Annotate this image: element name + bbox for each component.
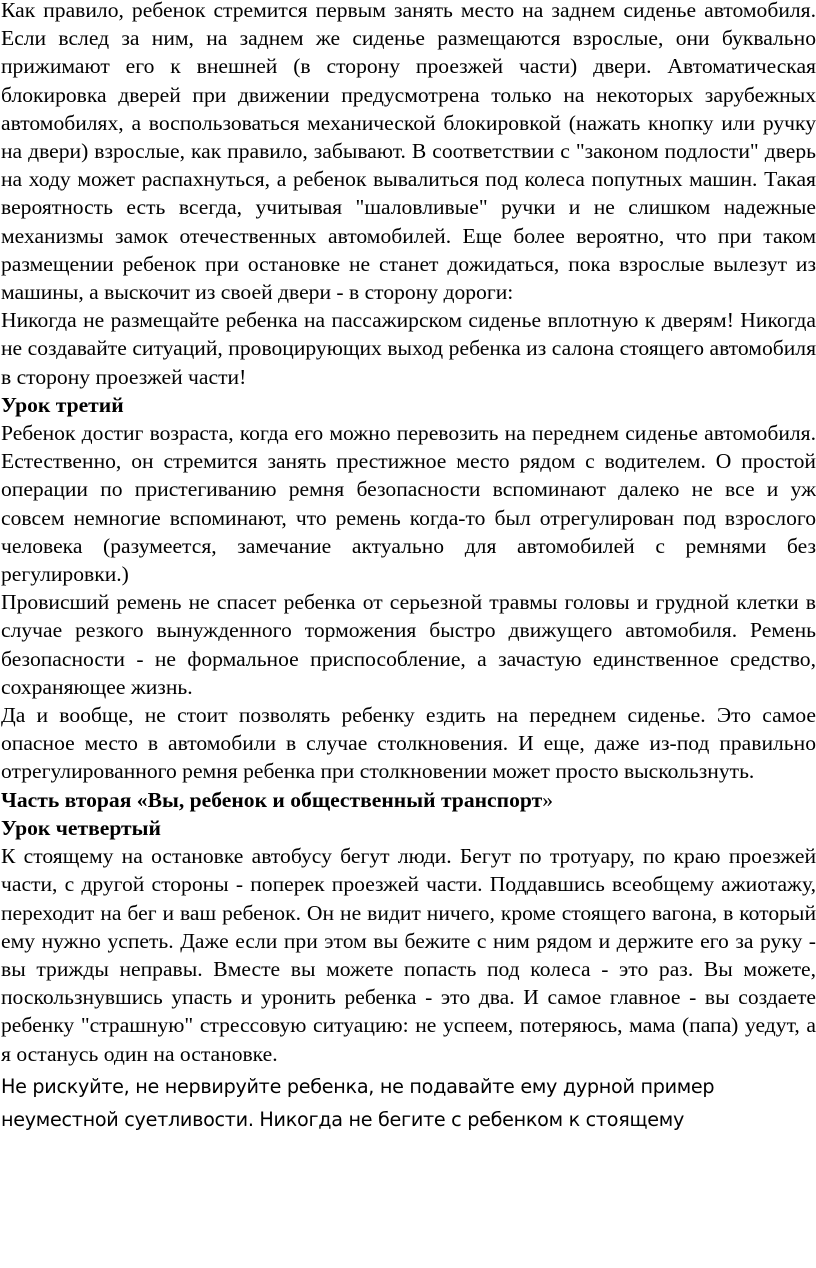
heading-part-two-closing-quote: »	[542, 787, 554, 812]
paragraph-bus-stop: К стоящему на остановке автобусу бегут люди. Бегут по тротуару, по краю проезжей части, с другой стороны - поперек проезжей части. Поддавшись всеобщему ажиотажу, переходит на бег и ваш ребенок. Он не видит ничего, кроме стоящего вагона, в который ему нужно успеть. Даже если при этом вы бежите с ним рядом и держите его за руку - вы трижды неправы. Вместе вы можете попасть под колеса - это раз. Вы можете, поскользнувшись упасть и уронить ребенка - это два. И самое главное - вы создаете ребенку "страшную" стрессовую ситуацию: не успеем, потеряюсь, мама (папа) уедут, а я останусь один на остановке.	[1, 844, 816, 1066]
heading-part-two-text: Часть вторая «Вы, ребенок и общественный транспорт	[1, 787, 543, 812]
paragraph-rear-seat: Как правило, ребенок стремится первым занять место на заднем сиденье автомобиля. Если вслед за ним, на заднем же сиденье размещаются взрослые, они буквально прижимают его к внешней (в сторону проезжей части) двери. Автоматическая блокировка дверей при движении предусмотрена только на некоторых зарубежных автомобилях, а воспользоваться механической блокировкой (нажать кнопку или ручку на двери) взрослые, как правило, забывают. В соответствии с "законом подлости" дверь на ходу может распахнуться, а ребенок вывалиться под колеса попутных машин. Такая вероятность есть всегда, учитывая "шаловливые" ручки и не слишком надежные механизмы замок отечественных автомобилей. Еще более вероятно, что при таком размещении ребенок при остановке не станет дожидаться, пока взрослые вылезут из машины, а выскочит из своей двери - в сторону дороги:	[1, 0, 816, 305]
heading-part-two	[1, 786, 816, 814]
paragraph-dangerous-seat: Да и вообще, не стоит позволять ребенку ездить на переднем сиденье. Это самое опасное место в автомобили в случае столкновения. И еще, даже из-под правильно отрегулированного ремня ребенка при столкновении может просто выскользнуть.	[1, 703, 816, 784]
paragraph-advice: Не рискуйте, не нервируйте ребенка, не подавайте ему дурной пример неуместной суетливости. Никогда не бегите с ребенком к стоящему	[1, 1074, 715, 1131]
paragraph-front-seat: Ребенок достиг возраста, когда его можно перевозить на переднем сиденье автомобиля. Естественно, он стремится занять престижное место рядом с водителем. О простой операции по пристегиванию ремня безопасности вспоминают далеко не все и уж совсем немногие вспоминают, что ремень когда-то был отрегулирован под взрослого человека (разумеется, замечание актуально для автомобилей с ремнями без регулировки.)	[1, 421, 816, 587]
paragraph-seat-belt: Провисший ремень не спасет ребенка от серьезной травмы головы и грудной клетки в случае резкого вынужденного торможения быстро движущего автомобиля. Ремень безопасности - не формальное приспособление, а зачастую единственное средство, сохраняющее жизнь.	[1, 590, 816, 699]
paragraph-warning-doors: Никогда не размещайте ребенка на пассажирском сиденье вплотную к дверям! Никогда не создавайте ситуаций, провоцирующих выход ребенка из салона стоящего автомобиля в сторону проезжей части!	[1, 308, 816, 389]
heading-lesson-three: Урок третий	[1, 392, 124, 417]
heading-lesson-four: Урок четвертый	[1, 815, 161, 840]
